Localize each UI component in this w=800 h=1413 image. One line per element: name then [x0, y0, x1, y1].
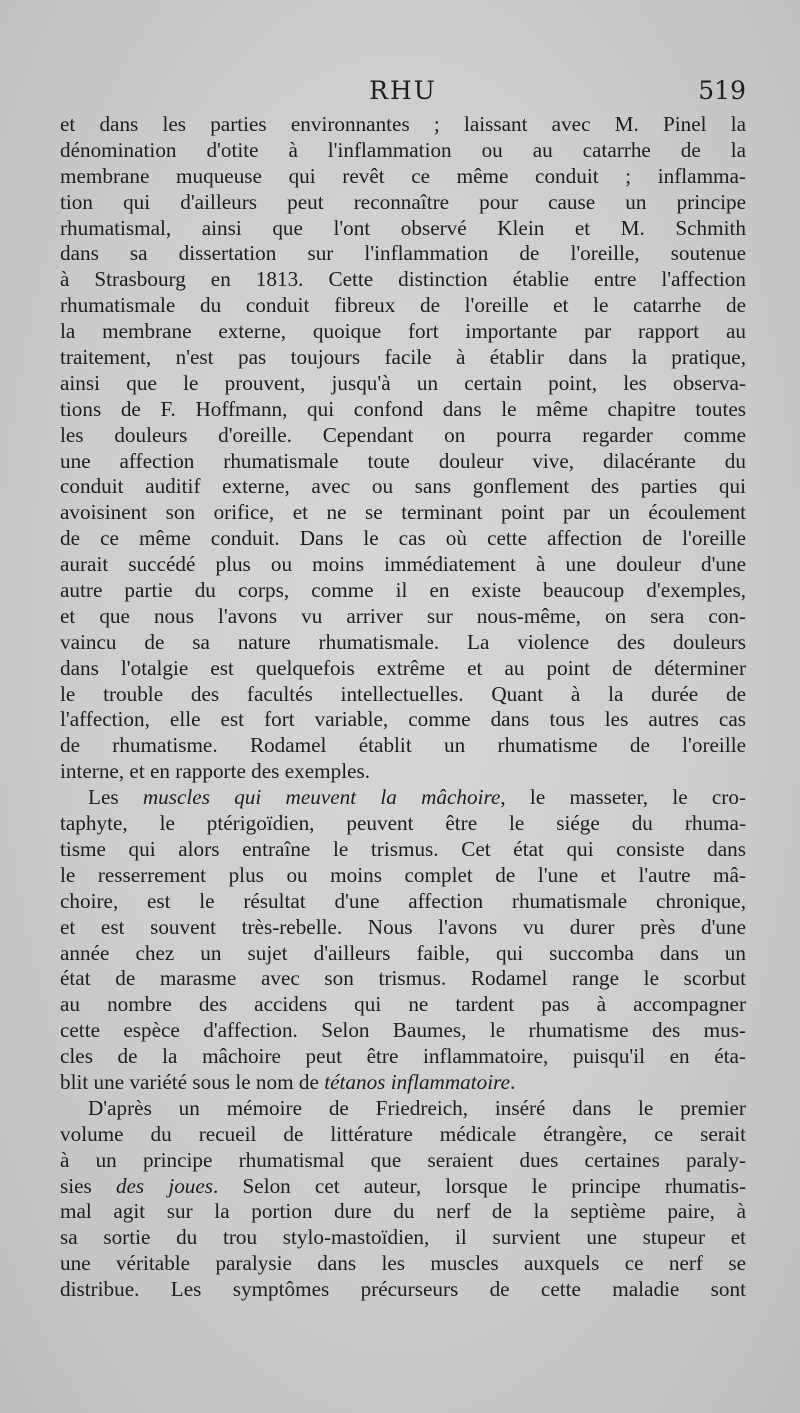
text-line: avoisinent son orifice, et ne se terminant point par un écoulement	[60, 500, 746, 525]
text-segment: . Selon cet auteur, lorsque le principe rhumatis-	[213, 1173, 747, 1198]
text-line: une véritable paralysie dans les muscles auxquels ce nerf se	[60, 1251, 746, 1276]
text-line: de ce même conduit. Dans le cas où cette affection de l'oreille	[60, 526, 746, 551]
text-segment: Les	[88, 785, 143, 810]
text-line: le trouble des facultés intellectuelles. Quant à la durée de	[60, 681, 746, 706]
text-line: et est souvent très-rebelle. Nous l'avons vu durer près d'une	[60, 914, 746, 939]
text-line: volume du recueil de littérature médicale étrangère, ce serait	[60, 1121, 746, 1146]
text-line	[60, 1174, 746, 1200]
text-segment: sies	[60, 1173, 116, 1198]
text-line: la membrane externe, quoique fort importante par rapport au	[60, 319, 746, 344]
text-line: cette espèce d'affection. Selon Baumes, le rhumatisme des mus-	[60, 1018, 746, 1043]
text-line: au nombre des accidens qui ne tardent pas à accompagner	[60, 992, 746, 1017]
text-line: aurait succédé plus ou moins immédiatement à une douleur d'une	[60, 552, 746, 577]
text-line: les douleurs d'oreille. Cependant on pourra regarder comme	[60, 422, 746, 447]
text-line: à Strasbourg en 1813. Cette distinction établie entre l'affection	[60, 267, 746, 292]
text-line: tions de F. Hoffmann, qui confond dans le même chapitre toutes	[60, 396, 746, 421]
text-line	[60, 785, 746, 811]
text-segment: blit une variété sous le nom de	[60, 1069, 325, 1094]
text-line: distribue. Les symptômes précurseurs de cette maladie sont	[60, 1277, 746, 1302]
text-line: tisme qui alors entraîne le trismus. Cet état qui consiste dans	[60, 836, 746, 861]
italic-phrase: des joues	[115, 1173, 214, 1198]
text-line: dans l'otalgie est quelquefois extrême et au point de déterminer	[60, 655, 746, 680]
text-line	[60, 1070, 746, 1096]
text-line: autre partie du corps, comme il en existe beaucoup d'exemples,	[60, 578, 746, 603]
text-line: rhumatismal, ainsi que l'ont observé Klein et M. Schmith	[60, 215, 746, 240]
text-line: de rhumatisme. Rodamel établit un rhumatisme de l'oreille	[60, 733, 746, 758]
text-line: dans sa dissertation sur l'inflammation de l'oreille, soutenue	[60, 241, 746, 266]
text-line: et que nous l'avons vu arriver sur nous-même, on sera con-	[60, 603, 746, 628]
italic-phrase: muscles qui meuvent la mâchoire	[142, 785, 501, 810]
text-line: conduit auditif externe, avec ou sans gonflement des parties qui	[60, 474, 746, 499]
page-header	[60, 76, 746, 112]
text-segment: .	[509, 1069, 516, 1094]
text-line: traitement, n'est pas toujours facile à établir dans la pratique,	[60, 345, 746, 370]
text-line: choire, est le résultat d'une affection rhumatismale chronique,	[60, 888, 746, 913]
running-title: RHU	[369, 76, 437, 105]
text-line: ainsi que le prouvent, jusqu'à un certain point, les observa-	[60, 370, 746, 395]
text-line: à un principe rhumatismal que seraient dues certaines paraly-	[60, 1147, 746, 1172]
text-line: taphyte, le ptérigoïdien, peuvent être le siége du rhuma-	[60, 811, 746, 836]
text-line: rhumatismale du conduit fibreux de l'oreille et le catarrhe de	[60, 293, 746, 318]
text-line: le resserrement plus ou moins complet de l'une et l'autre mâ-	[60, 862, 746, 887]
text-line: cles de la mâchoire peut être inflammatoire, puisqu'il en éta-	[60, 1044, 746, 1069]
text-line: état de marasme avec son trismus. Rodamel range le scorbut	[60, 966, 746, 991]
text-line: interne, et en rapporte des exemples.	[60, 759, 371, 784]
text-line: sa sortie du trou stylo-mastoïdien, il survient une stupeur et	[60, 1225, 746, 1250]
text-segment: , le masseter, le cro-	[500, 785, 746, 810]
text-line: mal agit sur la portion dure du nerf de la septième paire, à	[60, 1199, 746, 1224]
text-line: une affection rhumatismale toute douleur vive, dilacérante du	[60, 448, 746, 473]
text-line: membrane muqueuse qui revêt ce même conduit ; inflamma-	[60, 163, 746, 188]
text-line: dénomination d'otite à l'inflammation ou au catarrhe de la	[60, 137, 746, 162]
text-line: D'après un mémoire de Friedreich, inséré dans le premier	[88, 1095, 746, 1120]
text-line: tion qui d'ailleurs peut reconnaître pour cause un principe	[60, 189, 746, 214]
text-line: et dans les parties environnantes ; laissant avec M. Pinel la	[60, 112, 746, 136]
page-number: 519	[698, 76, 746, 105]
body-text	[60, 112, 746, 1303]
italic-phrase: tétanos inflammatoire	[324, 1069, 510, 1094]
text-line: l'affection, elle est fort variable, comme dans tous les autres cas	[60, 707, 746, 732]
text-line: année chez un sujet d'ailleurs faible, qui succomba dans un	[60, 940, 746, 965]
text-line: vaincu de sa nature rhumatismale. La violence des douleurs	[60, 629, 746, 654]
